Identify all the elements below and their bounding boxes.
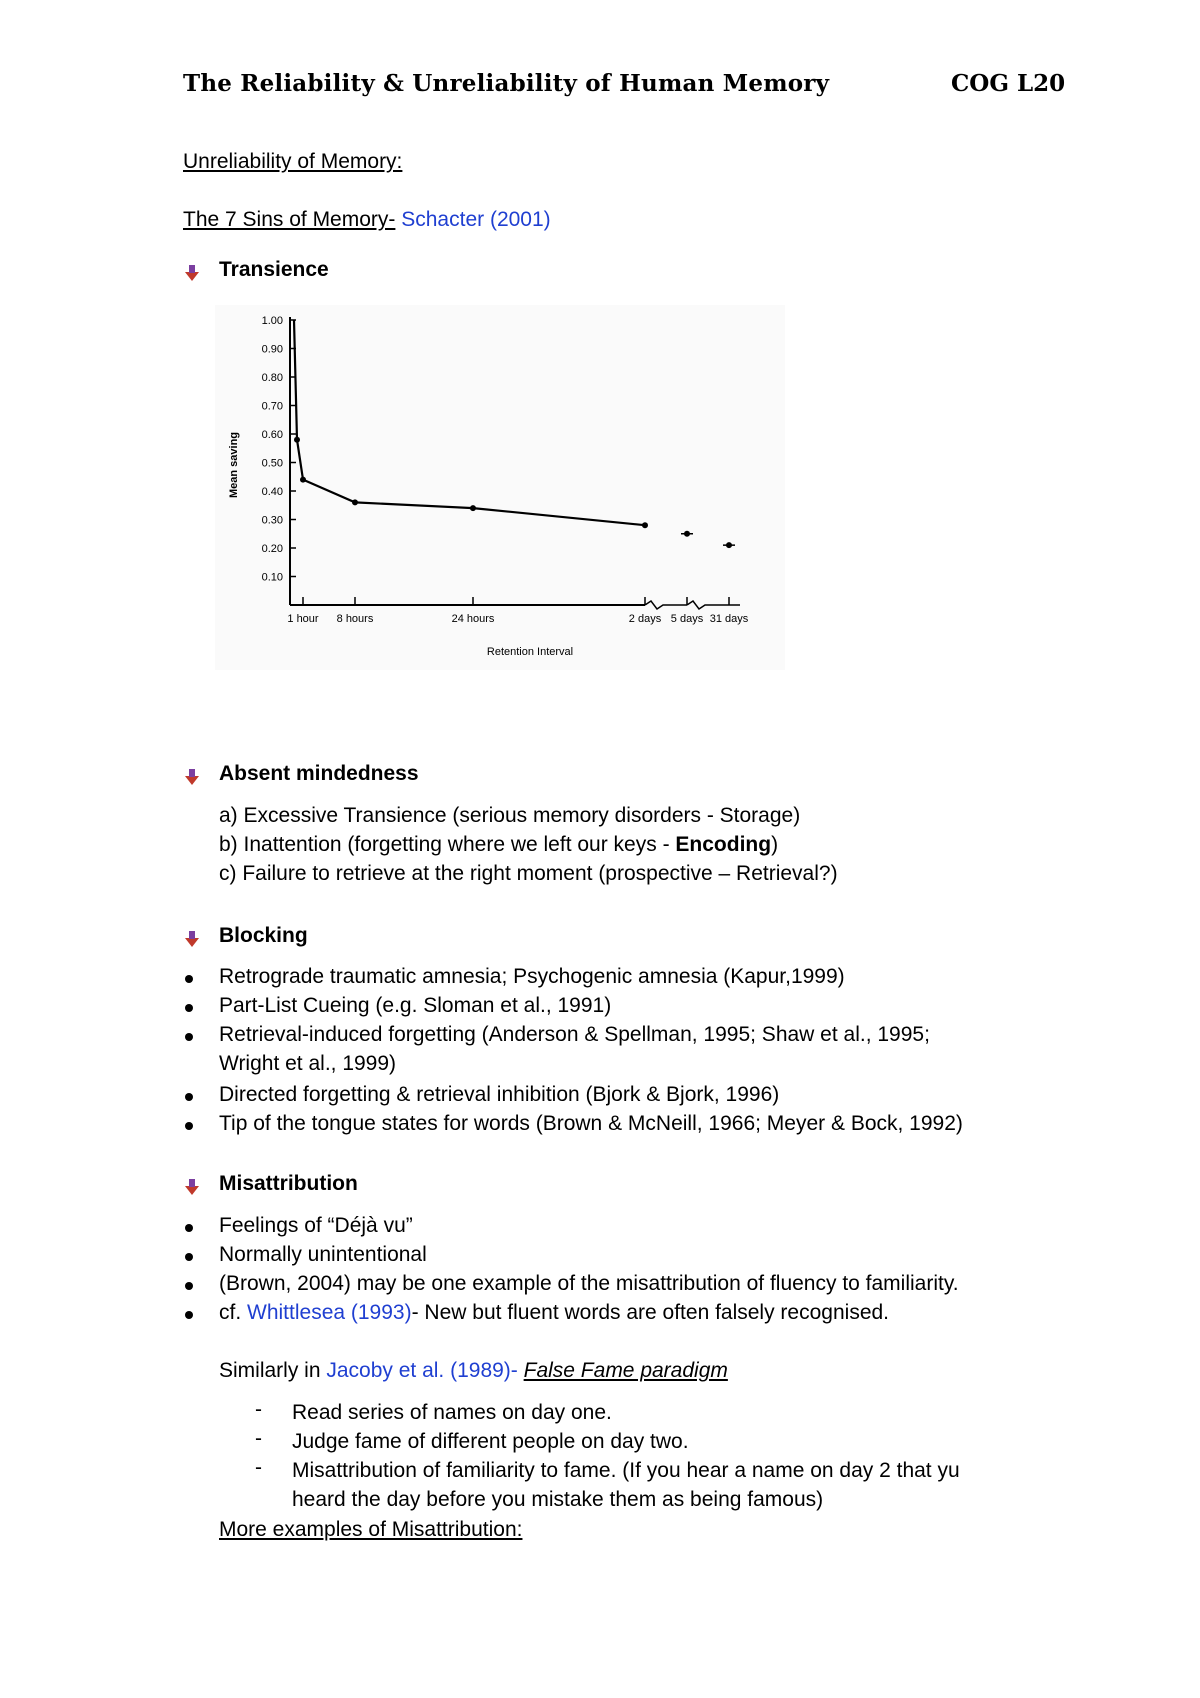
dash-bullet: -	[255, 1398, 262, 1421]
y-tick-label: 0.60	[261, 429, 283, 441]
dash-item-continued: heard the day before you mistake them as being famous)	[292, 1488, 824, 1511]
sins-heading-cite: Schacter (2001)	[401, 208, 551, 231]
blocking-item: Directed forgetting & retrieval inhibition (Bjork & Bjork, 1996)	[219, 1083, 780, 1106]
y-tick-label: 0.30	[261, 514, 283, 527]
dash-item: Read series of names on day one.	[292, 1401, 612, 1424]
cf-cite: Whittlesea (1993)	[247, 1301, 412, 1324]
blocking-item: Retrograde traumatic amnesia; Psychogenic amnesia (Kapur,1999)	[219, 965, 845, 988]
absent-item-a: a) Excessive Transience (serious memory disorders - Storage)	[219, 804, 801, 827]
misattribution-label: Misattribution	[219, 1172, 358, 1195]
y-axis-label: Mean saving	[228, 431, 240, 499]
x-tick-label: 5 days	[670, 613, 704, 625]
arrow-bullet-icon	[183, 263, 201, 283]
similarly-prefix: Similarly in	[219, 1359, 327, 1382]
encoding-bold: Encoding	[675, 833, 772, 856]
arrow-bullet-icon	[183, 1177, 201, 1197]
more-examples: More examples of Misattribution:	[219, 1518, 523, 1541]
dash-item: Judge fame of different people on day two.	[292, 1430, 689, 1453]
document-title: The Reliability & Unreliability of Human Memory	[183, 70, 830, 97]
sins-heading-text: The 7 Sins of Memory-	[183, 208, 396, 231]
x-tick-label: 31 days	[709, 613, 749, 625]
bullet-dot	[185, 1224, 193, 1232]
similarly-dash: -	[510, 1359, 524, 1382]
bullet-dot	[185, 1004, 193, 1012]
data-point	[352, 499, 358, 505]
misattribution-cf-item	[219, 1298, 889, 1327]
y-tick-label: 0.70	[261, 400, 283, 413]
similarly-cite: Jacoby et al. (1989)	[326, 1359, 511, 1382]
y-tick-label: 0.80	[261, 372, 283, 384]
x-tick-label: 8 hours	[336, 613, 374, 625]
misattribution-item: Feelings of “Déjà vu”	[219, 1214, 413, 1237]
blocking-item: Retrieval-induced forgetting (Anderson & Spellman, 1995; Shaw et al., 1995;	[219, 1023, 930, 1046]
x-axis-label: Retention Interval	[486, 646, 574, 658]
x-tick-label: 24 hours	[451, 613, 495, 625]
absent-item-b	[219, 830, 778, 859]
similarly-line	[219, 1356, 728, 1385]
y-tick-label: 0.50	[261, 457, 283, 470]
dash-item: Misattribution of familiarity to fame. (If you hear a name on day 2 that yu	[292, 1459, 960, 1482]
y-tick-label: 0.90	[261, 343, 283, 356]
data-point	[642, 522, 648, 528]
absent-label: Absent mindedness	[219, 762, 419, 785]
blocking-label: Blocking	[219, 924, 308, 947]
forgetting-curve-chart	[215, 305, 785, 670]
bullet-dot	[185, 1311, 193, 1319]
y-tick-label: 0.10	[261, 571, 283, 584]
course-code: COG L20	[951, 70, 1066, 97]
data-point	[470, 505, 476, 511]
false-fame-paradigm: False Fame paradigm	[523, 1359, 728, 1382]
y-tick-label: 0.20	[261, 543, 283, 555]
bullet-dot	[185, 1282, 193, 1290]
misattribution-item: (Brown, 2004) may be one example of the misattribution of fluency to familiarity.	[219, 1272, 959, 1295]
dash-bullet: -	[255, 1456, 262, 1479]
cf-prefix: cf.	[219, 1301, 248, 1324]
transience-label: Transience	[219, 258, 329, 281]
x-tick-label: 2 days	[628, 613, 662, 625]
blocking-item: Tip of the tongue states for words (Brown & McNeill, 1966; Meyer & Bock, 1992)	[219, 1112, 963, 1135]
blocking-item: Part-List Cueing (e.g. Sloman et al., 1991)	[219, 994, 612, 1017]
bullet-dot	[185, 1122, 193, 1130]
section-title: Unreliability of Memory:	[183, 150, 403, 173]
misattribution-item: Normally unintentional	[219, 1243, 427, 1266]
cf-rest: - New but fluent words are often falsely recognised.	[411, 1301, 890, 1324]
y-tick-label: 0.40	[261, 486, 283, 498]
blocking-item-continued: Wright et al., 1999)	[219, 1052, 397, 1075]
absent-item-b-text: b) Inattention (forgetting where we left our keys -	[219, 833, 676, 856]
y-tick-label: 1.00	[261, 315, 283, 327]
absent-item-b-close: )	[771, 833, 779, 856]
sins-heading	[183, 208, 551, 232]
bullet-dot	[185, 1033, 193, 1041]
bullet-dot	[185, 975, 193, 983]
data-point	[300, 477, 306, 483]
bullet-dot	[185, 1093, 193, 1101]
arrow-bullet-icon	[183, 929, 201, 949]
data-point	[294, 437, 300, 443]
bullet-dot	[185, 1253, 193, 1261]
arrow-bullet-icon	[183, 767, 201, 787]
x-tick-label: 1 hour	[287, 613, 319, 625]
absent-item-c: c) Failure to retrieve at the right moment (prospective – Retrieval?)	[219, 862, 838, 885]
dash-bullet: -	[255, 1427, 262, 1450]
